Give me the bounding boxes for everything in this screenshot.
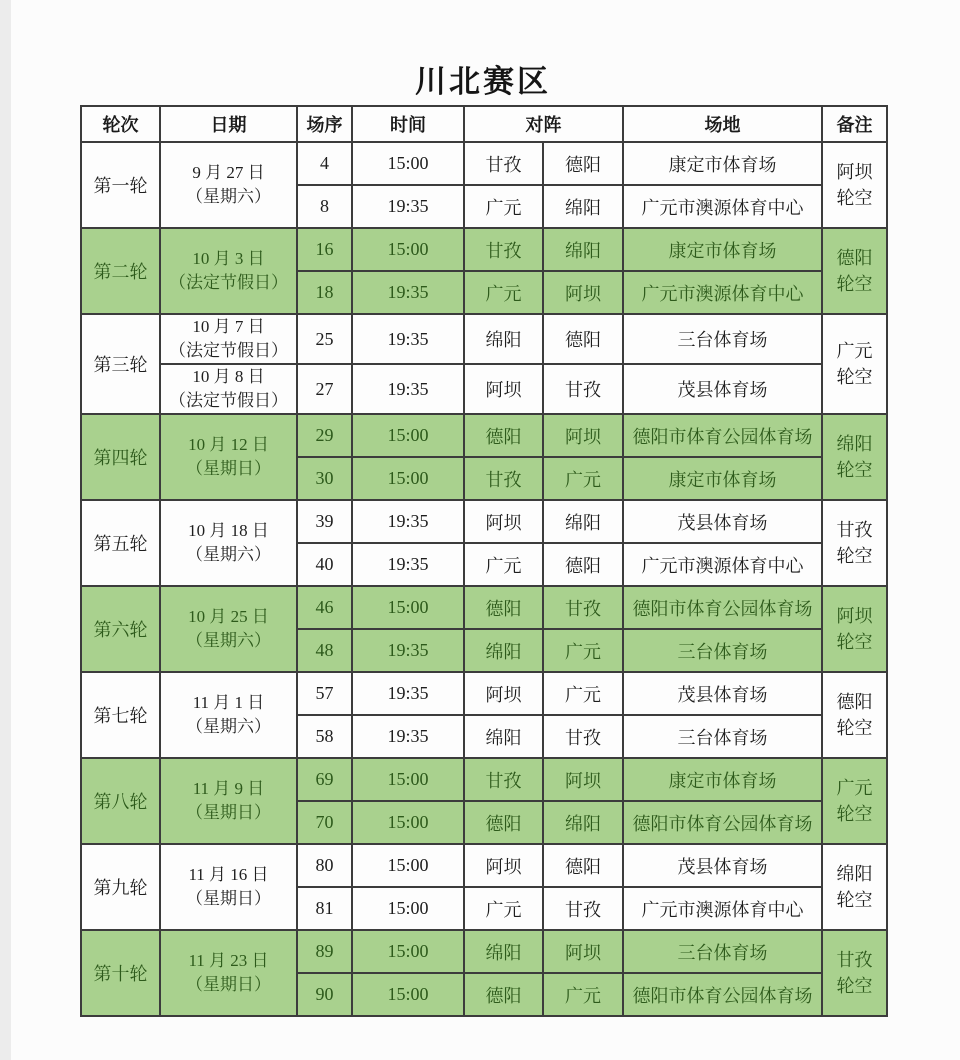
date-line: 10 月 18 日: [188, 521, 269, 540]
away-team-cell: 阿坝: [543, 271, 623, 314]
date-line: （星期六）: [186, 631, 271, 650]
time-cell: 19:35: [352, 672, 464, 715]
date-line: 9 月 27 日: [192, 163, 265, 182]
date-line: 10 月 12 日: [188, 435, 269, 454]
header-date: 日期: [160, 106, 297, 142]
home-team-cell: 绵阳: [464, 715, 543, 758]
round-cell: 第五轮: [81, 500, 160, 586]
venue-cell: 茂县体育场: [623, 500, 822, 543]
home-team-cell: 甘孜: [464, 142, 543, 185]
match-no-cell: 27: [297, 364, 352, 414]
table-row: [81, 930, 887, 973]
venue-cell: 三台体育场: [623, 715, 822, 758]
date-cell: [160, 314, 297, 364]
venue-cell: 三台体育场: [623, 930, 822, 973]
note-cell: [822, 758, 887, 844]
note-cell: [822, 414, 887, 500]
venue-cell: 茂县体育场: [623, 364, 822, 414]
date-line: 10 月 8 日: [192, 367, 265, 386]
away-team-cell: 甘孜: [543, 364, 623, 414]
venue-cell: 广元市澳源体育中心: [623, 271, 822, 314]
venue-cell: 德阳市体育公园体育场: [623, 973, 822, 1016]
away-team-cell: 阿坝: [543, 758, 623, 801]
away-team-cell: 广元: [543, 973, 623, 1016]
table-row: [81, 758, 887, 801]
date-cell: [160, 930, 297, 1016]
home-team-cell: 阿坝: [464, 844, 543, 887]
date-cell: [160, 672, 297, 758]
date-line: （星期六）: [186, 717, 271, 736]
note-cell: [822, 844, 887, 930]
time-cell: 19:35: [352, 543, 464, 586]
header-venue: 场地: [623, 106, 822, 142]
time-cell: 15:00: [352, 457, 464, 500]
date-line: （星期日）: [186, 803, 271, 822]
date-cell: [160, 364, 297, 414]
match-no-cell: 89: [297, 930, 352, 973]
time-cell: 19:35: [352, 715, 464, 758]
time-cell: 15:00: [352, 887, 464, 930]
venue-cell: 德阳市体育公园体育场: [623, 586, 822, 629]
away-team-cell: 绵阳: [543, 801, 623, 844]
venue-cell: 康定市体育场: [623, 758, 822, 801]
note-line: 绵阳: [836, 864, 873, 884]
away-team-cell: 甘孜: [543, 586, 623, 629]
header-matchup: 对阵: [464, 106, 623, 142]
away-team-cell: 德阳: [543, 543, 623, 586]
round-cell: 第四轮: [81, 414, 160, 500]
header-time: 时间: [352, 106, 464, 142]
date-line: 11 月 23 日: [188, 951, 269, 970]
note-line: 轮空: [836, 632, 873, 652]
date-line: （星期日）: [186, 889, 271, 908]
date-line: （星期日）: [186, 459, 271, 478]
venue-cell: 广元市澳源体育中心: [623, 185, 822, 228]
match-no-cell: 16: [297, 228, 352, 271]
away-team-cell: 广元: [543, 457, 623, 500]
note-cell: [822, 672, 887, 758]
time-cell: 15:00: [352, 414, 464, 457]
round-cell: 第六轮: [81, 586, 160, 672]
away-team-cell: 广元: [543, 629, 623, 672]
away-team-cell: 德阳: [543, 142, 623, 185]
date-line: （星期六）: [186, 187, 271, 206]
match-no-cell: 90: [297, 973, 352, 1016]
table-row: [81, 314, 887, 364]
time-cell: 19:35: [352, 314, 464, 364]
left-edge-shadow: [0, 0, 11, 1060]
note-line: 轮空: [836, 188, 873, 208]
time-cell: 15:00: [352, 758, 464, 801]
date-line: （星期日）: [186, 975, 271, 994]
away-team-cell: 甘孜: [543, 715, 623, 758]
time-cell: 19:35: [352, 185, 464, 228]
date-line: 10 月 7 日: [192, 317, 265, 336]
table-row: [81, 228, 887, 271]
date-cell: [160, 500, 297, 586]
note-line: 甘孜: [836, 950, 873, 970]
header-row: [81, 106, 887, 142]
note-line: 德阳: [836, 248, 873, 268]
away-team-cell: 绵阳: [543, 228, 623, 271]
match-no-cell: 57: [297, 672, 352, 715]
home-team-cell: 广元: [464, 271, 543, 314]
time-cell: 15:00: [352, 142, 464, 185]
home-team-cell: 绵阳: [464, 629, 543, 672]
away-team-cell: 广元: [543, 672, 623, 715]
away-team-cell: 甘孜: [543, 887, 623, 930]
date-line: （法定节假日）: [169, 273, 288, 292]
venue-cell: 茂县体育场: [623, 844, 822, 887]
venue-cell: 康定市体育场: [623, 142, 822, 185]
venue-cell: 德阳市体育公园体育场: [623, 801, 822, 844]
note-cell: [822, 930, 887, 1016]
round-cell: 第九轮: [81, 844, 160, 930]
time-cell: 15:00: [352, 228, 464, 271]
home-team-cell: 德阳: [464, 973, 543, 1016]
note-line: 轮空: [836, 804, 873, 824]
time-cell: 15:00: [352, 844, 464, 887]
venue-cell: 三台体育场: [623, 314, 822, 364]
match-no-cell: 46: [297, 586, 352, 629]
home-team-cell: 广元: [464, 887, 543, 930]
home-team-cell: 广元: [464, 543, 543, 586]
away-team-cell: 绵阳: [543, 500, 623, 543]
home-team-cell: 阿坝: [464, 364, 543, 414]
home-team-cell: 阿坝: [464, 500, 543, 543]
round-cell: 第八轮: [81, 758, 160, 844]
note-line: 轮空: [836, 546, 873, 566]
page-title: 川北赛区: [415, 64, 551, 99]
date-line: （星期六）: [186, 545, 271, 564]
note-line: 轮空: [836, 976, 873, 996]
round-cell: 第二轮: [81, 228, 160, 314]
match-no-cell: 58: [297, 715, 352, 758]
table-row: [81, 586, 887, 629]
note-cell: [822, 314, 887, 414]
date-line: 11 月 16 日: [188, 865, 269, 884]
date-cell: [160, 228, 297, 314]
note-cell: [822, 228, 887, 314]
note-line: 绵阳: [836, 434, 873, 454]
time-cell: 15:00: [352, 586, 464, 629]
match-no-cell: 48: [297, 629, 352, 672]
date-line: 10 月 3 日: [192, 249, 265, 268]
home-team-cell: 德阳: [464, 801, 543, 844]
away-team-cell: 德阳: [543, 314, 623, 364]
match-no-cell: 8: [297, 185, 352, 228]
time-cell: 19:35: [352, 364, 464, 414]
away-team-cell: 德阳: [543, 844, 623, 887]
header-note: 备注: [822, 106, 887, 142]
table-row: [81, 364, 887, 414]
home-team-cell: 甘孜: [464, 758, 543, 801]
note-line: 轮空: [836, 718, 873, 738]
time-cell: 15:00: [352, 973, 464, 1016]
away-team-cell: 阿坝: [543, 930, 623, 973]
note-line: 阿坝: [836, 606, 873, 626]
note-line: 轮空: [836, 274, 873, 294]
venue-cell: 康定市体育场: [623, 228, 822, 271]
venue-cell: 广元市澳源体育中心: [623, 887, 822, 930]
home-team-cell: 绵阳: [464, 314, 543, 364]
match-no-cell: 29: [297, 414, 352, 457]
date-cell: [160, 414, 297, 500]
schedule-table: [80, 105, 888, 1017]
time-cell: 19:35: [352, 500, 464, 543]
time-cell: 19:35: [352, 271, 464, 314]
date-cell: [160, 142, 297, 228]
date-line: 10 月 25 日: [188, 607, 269, 626]
table-row: [81, 142, 887, 185]
note-line: 德阳: [836, 692, 873, 712]
home-team-cell: 广元: [464, 185, 543, 228]
home-team-cell: 德阳: [464, 586, 543, 629]
date-line: （法定节假日）: [169, 391, 288, 410]
match-no-cell: 40: [297, 543, 352, 586]
round-cell: 第十轮: [81, 930, 160, 1016]
round-cell: 第七轮: [81, 672, 160, 758]
header-round: 轮次: [81, 106, 160, 142]
match-no-cell: 80: [297, 844, 352, 887]
round-cell: 第三轮: [81, 314, 160, 414]
note-line: 阿坝: [836, 162, 873, 182]
table-row: [81, 844, 887, 887]
date-cell: [160, 844, 297, 930]
venue-cell: 茂县体育场: [623, 672, 822, 715]
match-no-cell: 30: [297, 457, 352, 500]
away-team-cell: 绵阳: [543, 185, 623, 228]
match-no-cell: 4: [297, 142, 352, 185]
match-no-cell: 18: [297, 271, 352, 314]
home-team-cell: 甘孜: [464, 457, 543, 500]
note-cell: [822, 586, 887, 672]
home-team-cell: 绵阳: [464, 930, 543, 973]
match-no-cell: 39: [297, 500, 352, 543]
note-line: 广元: [836, 778, 873, 798]
time-cell: 15:00: [352, 930, 464, 973]
venue-cell: 三台体育场: [623, 629, 822, 672]
note-line: 广元: [836, 341, 873, 361]
venue-cell: 广元市澳源体育中心: [623, 543, 822, 586]
date-line: 11 月 9 日: [192, 779, 265, 798]
note-line: 轮空: [836, 460, 873, 480]
date-cell: [160, 758, 297, 844]
date-cell: [160, 586, 297, 672]
time-cell: 19:35: [352, 629, 464, 672]
round-cell: 第一轮: [81, 142, 160, 228]
date-line: （法定节假日）: [169, 341, 288, 360]
table-row: [81, 500, 887, 543]
venue-cell: 德阳市体育公园体育场: [623, 414, 822, 457]
match-no-cell: 81: [297, 887, 352, 930]
venue-cell: 康定市体育场: [623, 457, 822, 500]
table-row: [81, 414, 887, 457]
away-team-cell: 阿坝: [543, 414, 623, 457]
note-cell: [822, 142, 887, 228]
note-line: 轮空: [836, 890, 873, 910]
note-cell: [822, 500, 887, 586]
home-team-cell: 德阳: [464, 414, 543, 457]
time-cell: 15:00: [352, 801, 464, 844]
home-team-cell: 甘孜: [464, 228, 543, 271]
match-no-cell: 70: [297, 801, 352, 844]
table-row: [81, 672, 887, 715]
match-no-cell: 25: [297, 314, 352, 364]
note-line: 甘孜: [836, 520, 873, 540]
date-line: 11 月 1 日: [192, 693, 265, 712]
match-no-cell: 69: [297, 758, 352, 801]
note-line: 轮空: [836, 367, 873, 387]
home-team-cell: 阿坝: [464, 672, 543, 715]
header-match-no: 场序: [297, 106, 352, 142]
